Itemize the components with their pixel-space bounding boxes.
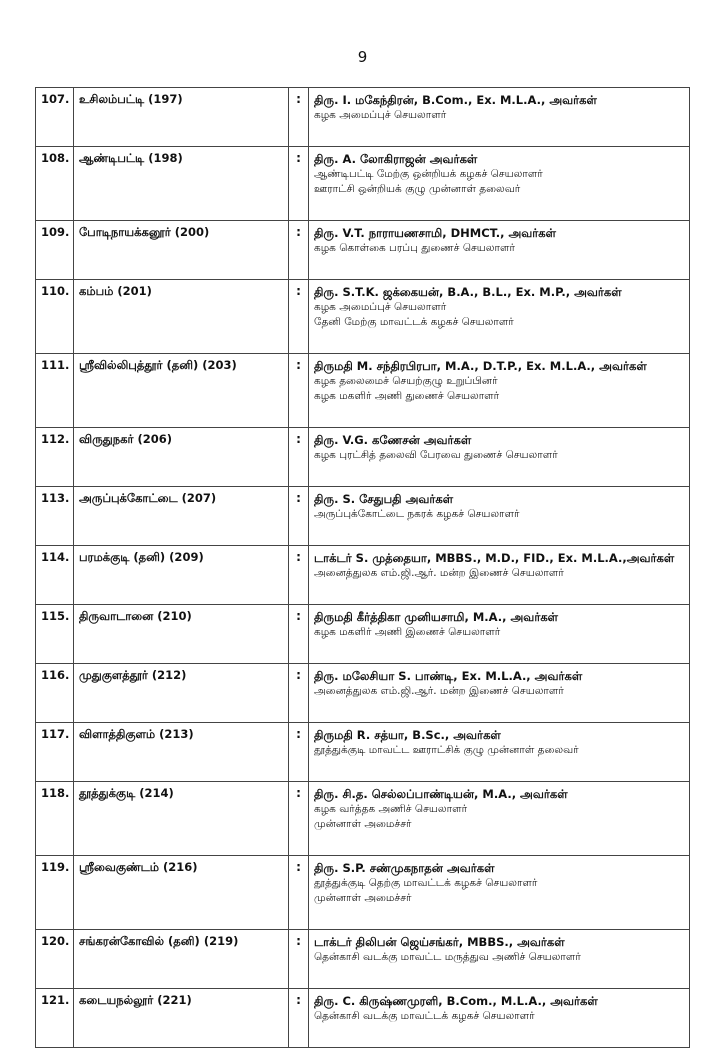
candidate-details <box>309 723 690 782</box>
candidate-details <box>309 280 690 354</box>
candidate-role: கழக புரட்சித் தலைவி பேரவை துணைச் செயலாளர் <box>314 449 558 461</box>
table-row <box>36 147 690 221</box>
candidate-role: அருப்புக்கோட்டை நகரக் கழகச் செயலாளர் <box>314 508 520 520</box>
table-row <box>36 989 690 1048</box>
serial-number: 119. <box>36 856 74 930</box>
candidate-name: திருமதி R. சத்யா, B.Sc., அவர்கள் <box>314 728 501 742</box>
constituency-name: ஆண்டிபட்டி (198) <box>74 147 289 221</box>
candidate-details <box>309 88 690 147</box>
table-row <box>36 487 690 546</box>
separator-colon: : <box>289 428 309 487</box>
serial-number: 109. <box>36 221 74 280</box>
candidate-role: அனைத்துலக எம்.ஜி.ஆர். மன்ற இணைச் செயலாளர் <box>314 567 564 579</box>
separator-colon: : <box>289 723 309 782</box>
constituency-name: பரமக்குடி (தனி) (209) <box>74 546 289 605</box>
page-number: 9 <box>357 48 368 66</box>
candidate-name: திரு. சி.த. செல்லப்பாண்டியன், M.A., அவர்கள் <box>314 787 568 801</box>
constituency-name: கடையநல்லூர் (221) <box>74 989 289 1048</box>
candidate-details <box>309 354 690 428</box>
serial-number: 115. <box>36 605 74 664</box>
constituency-name: போடிநாயக்கனூர் (200) <box>74 221 289 280</box>
separator-colon: : <box>289 546 309 605</box>
candidate-name: திரு. S.T.K. ஜக்கையன், B.A., B.L., Ex. M.P., அவர்கள் <box>314 285 622 299</box>
constituency-name: முதுகுளத்தூர் (212) <box>74 664 289 723</box>
candidate-name: திரு. மலேசியா S. பாண்டி, Ex. M.L.A., அவர்கள் <box>314 669 583 683</box>
candidate-role: தேனி மேற்கு மாவட்டக் கழகச் செயலாளர் <box>314 316 514 328</box>
separator-colon: : <box>289 782 309 856</box>
separator-colon: : <box>289 147 309 221</box>
candidate-role: கழக மகளிர் அணி இணைச் செயலாளர் <box>314 626 501 638</box>
candidate-role: கழக தலைமைச் செயற்குழு உறுப்பினர் <box>314 375 498 387</box>
separator-colon: : <box>289 487 309 546</box>
candidate-details <box>309 989 690 1048</box>
candidate-role: முன்னாள் அமைச்சர் <box>314 818 412 830</box>
candidate-name: திரு. V.T. நாராயணசாமி, DHMCT., அவர்கள் <box>314 226 557 240</box>
table-row <box>36 221 690 280</box>
constituency-name: ஸ்ரீவில்லிபுத்தூர் (தனி) (203) <box>74 354 289 428</box>
candidate-role: தென்காசி வடக்கு மாவட்ட மருத்துவ அணிச் செயலாளர் <box>314 951 581 963</box>
separator-colon: : <box>289 930 309 989</box>
separator-colon: : <box>289 989 309 1048</box>
serial-number: 111. <box>36 354 74 428</box>
candidate-role: அனைத்துலக எம்.ஜி.ஆர். மன்ற இணைச் செயலாளர் <box>314 685 564 697</box>
candidate-name: திருமதி M. சந்திரபிரபா, M.A., D.T.P., Ex. M.L.A., அவர்கள் <box>314 359 647 373</box>
table-row <box>36 856 690 930</box>
table-row <box>36 664 690 723</box>
candidate-details <box>309 487 690 546</box>
candidate-name: திருமதி கீர்த்திகா முனியசாமி, M.A., அவர்கள் <box>314 610 559 624</box>
candidate-details <box>309 546 690 605</box>
serial-number: 117. <box>36 723 74 782</box>
constituency-name: கம்பம் (201) <box>74 280 289 354</box>
serial-number: 108. <box>36 147 74 221</box>
table-row <box>36 88 690 147</box>
serial-number: 110. <box>36 280 74 354</box>
serial-number: 116. <box>36 664 74 723</box>
constituency-name: விருதுநகர் (206) <box>74 428 289 487</box>
constituency-name: அருப்புக்கோட்டை (207) <box>74 487 289 546</box>
candidate-role: தென்காசி வடக்கு மாவட்டக் கழகச் செயலாளர் <box>314 1010 535 1022</box>
candidate-details <box>309 221 690 280</box>
candidate-role: கழக அமைப்புச் செயலாளர் <box>314 109 447 121</box>
serial-number: 112. <box>36 428 74 487</box>
table-row <box>36 546 690 605</box>
candidate-name: டாக்டர் S. முத்தையா, MBBS., M.D., FID., Ex. M.L.A.,அவர்கள் <box>314 551 675 565</box>
separator-colon: : <box>289 88 309 147</box>
serial-number: 107. <box>36 88 74 147</box>
candidate-role: கழக கொள்கை பரப்பு துணைச் செயலாளர் <box>314 242 515 254</box>
candidate-role: ஆண்டிபட்டி மேற்கு ஒன்றியக் கழகச் செயலாளர் <box>314 168 543 180</box>
serial-number: 114. <box>36 546 74 605</box>
candidate-role: முன்னாள் அமைச்சர் <box>314 892 412 904</box>
table-row <box>36 605 690 664</box>
separator-colon: : <box>289 605 309 664</box>
constituency-name: ஸ்ரீவைகுண்டம் (216) <box>74 856 289 930</box>
candidate-role: கழக மகளிர் அணி துணைச் செயலாளர் <box>314 390 500 402</box>
candidate-table-body <box>36 88 690 1048</box>
table-row <box>36 930 690 989</box>
separator-colon: : <box>289 354 309 428</box>
candidate-name: டாக்டர் திலிபன் ஜெய்சங்கர், MBBS., அவர்கள் <box>314 935 565 949</box>
candidate-role: ஊராட்சி ஒன்றியக் குழு முன்னாள் தலைவர் <box>314 183 521 195</box>
candidate-role: கழக வர்த்தக அணிச் செயலாளர் <box>314 803 468 815</box>
table-row <box>36 782 690 856</box>
serial-number: 118. <box>36 782 74 856</box>
candidate-details <box>309 147 690 221</box>
candidate-name: திரு. I. மகேந்திரன், B.Com., Ex. M.L.A., அவர்கள் <box>314 93 597 107</box>
table-row <box>36 354 690 428</box>
candidate-details <box>309 605 690 664</box>
candidate-details <box>309 930 690 989</box>
candidate-role: தூத்துக்குடி மாவட்ட ஊராட்சிக் குழு முன்னாள் தலைவர் <box>314 744 579 756</box>
serial-number: 120. <box>36 930 74 989</box>
constituency-name: தூத்துக்குடி (214) <box>74 782 289 856</box>
constituency-name: விளாத்திகுளம் (213) <box>74 723 289 782</box>
candidate-name: திரு. C. கிருஷ்ணமுரளி, B.Com., M.L.A., அவர்கள் <box>314 994 598 1008</box>
candidate-role: கழக அமைப்புச் செயலாளர் <box>314 301 447 313</box>
candidate-name: திரு. S. சேதுபதி அவர்கள் <box>314 492 454 506</box>
constituency-name: உசிலம்பட்டி (197) <box>74 88 289 147</box>
table-row <box>36 428 690 487</box>
separator-colon: : <box>289 280 309 354</box>
constituency-name: திருவாடானை (210) <box>74 605 289 664</box>
constituency-name: சங்கரன்கோவில் (தனி) (219) <box>74 930 289 989</box>
candidate-details <box>309 664 690 723</box>
candidate-table <box>35 87 690 1048</box>
separator-colon: : <box>289 856 309 930</box>
serial-number: 113. <box>36 487 74 546</box>
candidate-details <box>309 782 690 856</box>
candidate-name: திரு. S.P. சண்முகநாதன் அவர்கள் <box>314 861 495 875</box>
candidate-name: திரு. A. லோகிராஜன் அவர்கள் <box>314 152 478 166</box>
table-row <box>36 723 690 782</box>
separator-colon: : <box>289 221 309 280</box>
candidate-name: திரு. V.G. கணேசன் அவர்கள் <box>314 433 472 447</box>
table-row <box>36 280 690 354</box>
candidate-role: தூத்துக்குடி தெற்கு மாவட்டக் கழகச் செயலாளர் <box>314 877 538 889</box>
candidate-details <box>309 428 690 487</box>
separator-colon: : <box>289 664 309 723</box>
serial-number: 121. <box>36 989 74 1048</box>
candidate-details <box>309 856 690 930</box>
